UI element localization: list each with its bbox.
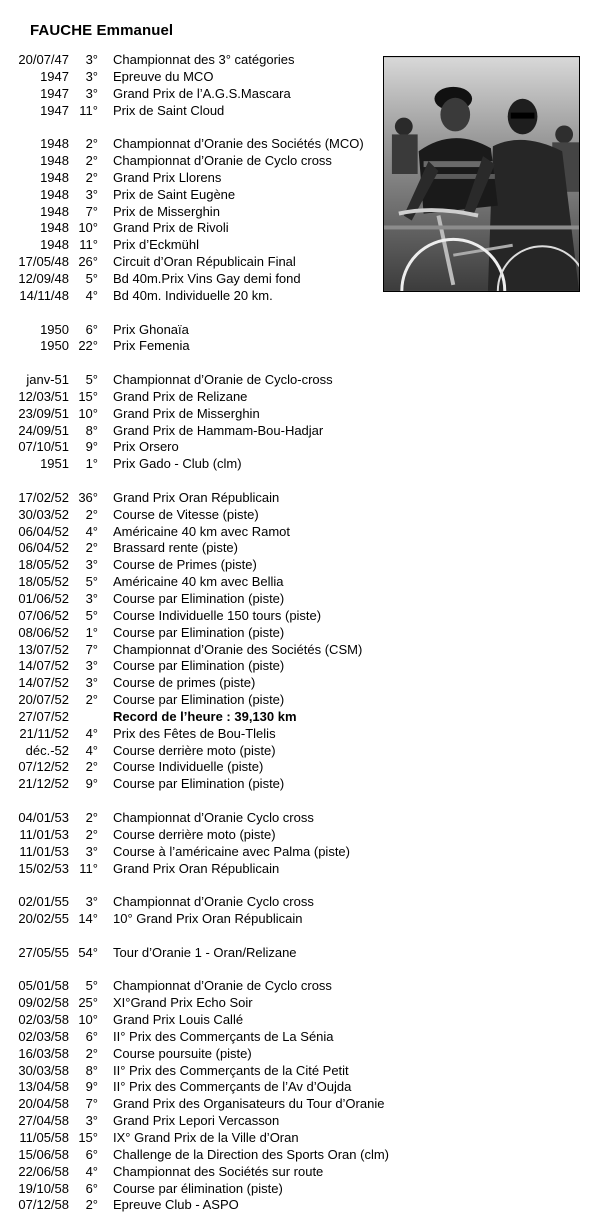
result-date: 07/12/58 bbox=[18, 1197, 69, 1213]
result-race: Course par Elimination (piste) bbox=[113, 658, 285, 674]
result-place: 3° bbox=[85, 85, 98, 101]
result-place: 14° bbox=[78, 911, 98, 927]
result-race: Course Individuelle (piste) bbox=[113, 759, 264, 775]
result-date: 1947 bbox=[40, 68, 69, 84]
result-race: Championnat d’Oranie des Sociétés (MCO) bbox=[113, 136, 364, 152]
result-date: 02/01/55 bbox=[18, 894, 69, 910]
result-date: 15/02/53 bbox=[18, 860, 69, 876]
result-row bbox=[0, 1197, 595, 1214]
result-race: Grand Prix Louis Callé bbox=[113, 1012, 244, 1028]
result-date: 01/06/52 bbox=[18, 591, 69, 606]
result-date: déc.-52 bbox=[25, 742, 69, 758]
result-race: Course poursuite (piste) bbox=[113, 1045, 252, 1061]
result-date: 08/06/52 bbox=[18, 624, 69, 640]
result-race: Course derrière moto (piste) bbox=[113, 742, 276, 758]
result-date: 1948 bbox=[40, 203, 69, 219]
result-row bbox=[0, 608, 595, 625]
result-row bbox=[0, 490, 595, 507]
result-place: 9° bbox=[85, 1079, 98, 1095]
result-date: 1948 bbox=[40, 153, 69, 169]
result-date: 12/09/48 bbox=[18, 270, 69, 286]
result-place: 7° bbox=[85, 641, 98, 657]
result-race: Grand Prix de l’A.G.S.Mascara bbox=[113, 85, 291, 101]
result-date: 14/07/52 bbox=[18, 675, 69, 691]
result-date: 24/09/51 bbox=[18, 422, 69, 438]
group-spacer bbox=[0, 305, 595, 322]
result-place: 4° bbox=[85, 742, 98, 758]
result-place: 4° bbox=[85, 287, 98, 303]
result-place: 3° bbox=[85, 591, 98, 606]
result-date: 30/03/58 bbox=[18, 1062, 69, 1078]
result-row bbox=[0, 1164, 595, 1181]
result-date: 14/11/48 bbox=[19, 287, 69, 303]
result-row bbox=[0, 406, 595, 423]
result-row bbox=[0, 945, 595, 962]
result-race: IX° Grand Prix de la Ville d’Oran bbox=[113, 1130, 299, 1145]
result-place: 2° bbox=[85, 809, 98, 825]
result-place: 7° bbox=[85, 203, 98, 219]
result-race: Américaine 40 km avec Bellia bbox=[113, 574, 284, 590]
result-place: 10° bbox=[78, 405, 98, 421]
result-place: 3° bbox=[85, 186, 98, 202]
result-row bbox=[0, 675, 595, 692]
result-date: 15/06/58 bbox=[18, 1146, 69, 1162]
result-row bbox=[0, 389, 595, 406]
result-race: Prix de Saint Cloud bbox=[113, 102, 225, 118]
result-date: 11/01/53 bbox=[19, 826, 69, 842]
result-race: Championnat des 3° catégories bbox=[113, 52, 295, 67]
result-row bbox=[0, 810, 595, 827]
result-row bbox=[0, 1046, 595, 1063]
result-place: 36° bbox=[78, 489, 98, 505]
result-race: Course par Elimination (piste) bbox=[113, 692, 285, 708]
result-place: 5° bbox=[85, 372, 98, 388]
result-date: 17/02/52 bbox=[18, 489, 69, 505]
result-race: Championnat d’Oranie de Cyclo cross bbox=[113, 153, 332, 169]
result-date: 12/03/51 bbox=[18, 388, 69, 404]
result-date: 18/05/52 bbox=[18, 574, 69, 590]
result-date: 20/07/52 bbox=[18, 692, 69, 708]
result-row bbox=[0, 894, 595, 911]
result-date: 27/05/55 bbox=[18, 944, 69, 960]
result-date: 1947 bbox=[40, 85, 69, 101]
result-place: 6° bbox=[85, 1146, 98, 1162]
result-place: 1° bbox=[85, 624, 98, 640]
result-date: 04/01/53 bbox=[18, 809, 69, 825]
result-date: 06/04/52 bbox=[18, 523, 69, 539]
result-place: 3° bbox=[85, 894, 98, 910]
result-row bbox=[0, 1147, 595, 1164]
result-row bbox=[0, 338, 595, 355]
result-row bbox=[0, 692, 595, 709]
result-place: 2° bbox=[85, 826, 98, 842]
result-row bbox=[0, 759, 595, 776]
result-row bbox=[0, 1012, 595, 1029]
result-row bbox=[0, 322, 595, 339]
result-place: 6° bbox=[85, 1028, 98, 1044]
result-place: 9° bbox=[85, 776, 98, 792]
result-place: 3° bbox=[85, 52, 98, 67]
result-race: Course à l’américaine avec Palma (piste) bbox=[113, 843, 350, 859]
result-place: 2° bbox=[85, 759, 98, 775]
result-race: Championnat d’Oranie Cyclo cross bbox=[113, 894, 314, 910]
result-race: Grand Prix de Misserghin bbox=[113, 405, 260, 421]
page-title: FAUCHE Emmanuel bbox=[30, 22, 174, 39]
result-row bbox=[0, 743, 595, 760]
result-row bbox=[0, 978, 595, 995]
result-race: Course de Vitesse (piste) bbox=[113, 506, 259, 522]
result-date: 1950 bbox=[40, 338, 69, 354]
result-row bbox=[0, 507, 595, 524]
result-date: 02/03/58 bbox=[18, 1012, 69, 1028]
result-place: 15° bbox=[78, 388, 98, 404]
result-race: Tour d’Oranie 1 - Oran/Relizane bbox=[113, 944, 297, 960]
result-row bbox=[0, 642, 595, 659]
result-row bbox=[0, 709, 595, 726]
result-date: 19/10/58 bbox=[18, 1180, 69, 1196]
result-place: 4° bbox=[85, 523, 98, 539]
result-date: 13/07/52 bbox=[18, 641, 69, 657]
result-row bbox=[0, 827, 595, 844]
result-date: 21/11/52 bbox=[19, 725, 69, 741]
result-place: 4° bbox=[85, 1163, 98, 1179]
group-spacer bbox=[0, 877, 595, 894]
result-place: 10° bbox=[78, 1012, 98, 1028]
result-row bbox=[0, 524, 595, 541]
result-date: 23/09/51 bbox=[18, 405, 69, 421]
result-place: 3° bbox=[85, 675, 98, 691]
result-place: 2° bbox=[85, 540, 98, 556]
result-row bbox=[0, 776, 595, 793]
result-place: 9° bbox=[85, 439, 98, 455]
result-place: 7° bbox=[85, 1096, 98, 1112]
result-row bbox=[0, 423, 595, 440]
result-place: 11° bbox=[79, 860, 98, 876]
result-date: 27/07/52 bbox=[18, 708, 69, 724]
result-place: 26° bbox=[78, 254, 98, 270]
result-race: Epreuve du MCO bbox=[113, 68, 214, 84]
result-date: 16/03/58 bbox=[18, 1045, 69, 1061]
result-race: Prix Femenia bbox=[113, 338, 190, 354]
result-race: Brassard rente (piste) bbox=[113, 540, 238, 556]
group-spacer bbox=[0, 962, 595, 979]
result-place: 2° bbox=[85, 506, 98, 522]
group-spacer bbox=[0, 793, 595, 810]
result-row bbox=[0, 1130, 595, 1147]
result-race: Prix Gado - Club (clm) bbox=[113, 456, 242, 472]
result-race: Course de primes (piste) bbox=[113, 675, 256, 691]
result-place: 2° bbox=[85, 1045, 98, 1061]
result-race: Grand Prix de Rivoli bbox=[113, 220, 229, 236]
result-race: Championnat d’Oranie de Cyclo-cross bbox=[113, 372, 333, 388]
result-date: 20/02/55 bbox=[18, 911, 69, 927]
result-place: 5° bbox=[85, 978, 98, 994]
result-race: Course par élimination (piste) bbox=[113, 1180, 283, 1196]
result-race: Prix des Fêtes de Bou-Tlelis bbox=[113, 725, 276, 741]
result-row bbox=[0, 540, 595, 557]
result-date: 14/07/52 bbox=[18, 658, 69, 674]
result-date: 06/04/52 bbox=[18, 540, 69, 556]
result-date: 1951 bbox=[40, 456, 69, 472]
result-date: 05/01/58 bbox=[18, 978, 69, 994]
result-race: Prix Orsero bbox=[113, 439, 179, 455]
result-date: 02/03/58 bbox=[18, 1028, 69, 1044]
result-date: 18/05/52 bbox=[18, 557, 69, 573]
result-place: 2° bbox=[85, 692, 98, 708]
result-place: 4° bbox=[85, 725, 98, 741]
group-spacer bbox=[0, 928, 595, 945]
cyclist-photo bbox=[383, 56, 580, 292]
result-date: 1948 bbox=[40, 169, 69, 185]
result-race: Grand Prix des Organisateurs du Tour d’Oranie bbox=[113, 1096, 385, 1112]
result-date: 20/04/58 bbox=[18, 1096, 69, 1112]
result-date: 07/06/52 bbox=[18, 607, 69, 623]
group-spacer bbox=[0, 473, 595, 490]
result-place: 5° bbox=[85, 607, 98, 623]
result-race: Prix d’Eckmühl bbox=[113, 237, 199, 253]
result-race: Epreuve Club - ASPO bbox=[113, 1197, 239, 1213]
result-date: janv-51 bbox=[26, 372, 69, 388]
result-place: 22° bbox=[78, 338, 98, 354]
result-row bbox=[0, 625, 595, 642]
result-race: Grand Prix Oran Républicain bbox=[113, 489, 280, 505]
result-place: 15° bbox=[78, 1130, 98, 1145]
result-race: II° Prix des Commerçants de la Cité Petit bbox=[113, 1062, 349, 1078]
result-row bbox=[0, 844, 595, 861]
result-date: 1948 bbox=[40, 237, 69, 253]
result-race: Championnat d’Oranie de Cyclo cross bbox=[113, 978, 332, 994]
result-race: Grand Prix de Relizane bbox=[113, 388, 248, 404]
result-race: Course de Primes (piste) bbox=[113, 557, 257, 573]
result-place: 2° bbox=[85, 136, 98, 152]
result-race: Grand Prix Llorens bbox=[113, 169, 222, 185]
result-race: Championnat d’Oranie Cyclo cross bbox=[113, 809, 314, 825]
result-race: Circuit d’Oran Républicain Final bbox=[113, 254, 296, 270]
result-date: 11/05/58 bbox=[19, 1130, 69, 1145]
result-row bbox=[0, 574, 595, 591]
result-race: XI°Grand Prix Echo Soir bbox=[113, 995, 253, 1011]
result-row bbox=[0, 456, 595, 473]
result-race: Grand Prix de Hammam-Bou-Hadjar bbox=[113, 422, 324, 438]
result-race: Course derrière moto (piste) bbox=[113, 826, 276, 842]
result-date: 22/06/58 bbox=[18, 1163, 69, 1179]
result-date: 21/12/52 bbox=[18, 776, 69, 792]
result-place: 3° bbox=[85, 843, 98, 859]
result-race: Bd 40m. Individuelle 20 km. bbox=[113, 287, 273, 303]
result-place: 5° bbox=[85, 574, 98, 590]
result-race: Course par Elimination (piste) bbox=[113, 776, 285, 792]
result-place: 11° bbox=[79, 102, 98, 118]
result-place: 3° bbox=[85, 1113, 98, 1129]
result-date: 07/10/51 bbox=[18, 439, 69, 455]
result-place: 10° bbox=[78, 220, 98, 236]
result-date: 09/02/58 bbox=[18, 995, 69, 1011]
result-race: Grand Prix Lepori Vercasson bbox=[113, 1113, 280, 1129]
result-row bbox=[0, 1079, 595, 1096]
result-row bbox=[0, 861, 595, 878]
result-place: 3° bbox=[85, 658, 98, 674]
result-race: Grand Prix Oran Républicain bbox=[113, 860, 280, 876]
result-row bbox=[0, 726, 595, 743]
result-row bbox=[0, 995, 595, 1012]
result-date: 1950 bbox=[40, 321, 69, 337]
result-race: Challenge de la Direction des Sports Oran (clm) bbox=[113, 1146, 390, 1162]
result-row bbox=[0, 1181, 595, 1198]
result-race: Championnat d’Oranie des Sociétés (CSM) bbox=[113, 641, 363, 657]
result-race: Américaine 40 km avec Ramot bbox=[113, 523, 291, 539]
result-race: Bd 40m.Prix Vins Gay demi fond bbox=[113, 270, 301, 286]
result-place: 1° bbox=[85, 456, 98, 472]
result-place: 3° bbox=[85, 68, 98, 84]
result-date: 07/12/52 bbox=[18, 759, 69, 775]
result-place: 2° bbox=[85, 1197, 98, 1213]
result-race: Record de l’heure : 39,130 km bbox=[113, 708, 297, 724]
result-place: 2° bbox=[85, 153, 98, 169]
result-date: 30/03/52 bbox=[18, 506, 69, 522]
result-race: Prix de Saint Eugène bbox=[113, 186, 236, 202]
result-place: 6° bbox=[85, 321, 98, 337]
result-date: 17/05/48 bbox=[18, 254, 69, 270]
result-place: 8° bbox=[85, 1062, 98, 1078]
result-race: Course Individuelle 150 tours (piste) bbox=[113, 607, 322, 623]
result-row bbox=[0, 1113, 595, 1130]
result-row bbox=[0, 911, 595, 928]
result-race: II° Prix des Commerçants de La Sénia bbox=[113, 1028, 334, 1044]
result-date: 1948 bbox=[40, 136, 69, 152]
result-row bbox=[0, 557, 595, 574]
result-race: Course par Elimination (piste) bbox=[113, 591, 285, 606]
result-date: 13/04/58 bbox=[18, 1079, 69, 1095]
result-race: 10° Grand Prix Oran Républicain bbox=[113, 911, 303, 927]
result-place: 54° bbox=[78, 944, 98, 960]
result-row bbox=[0, 658, 595, 675]
result-place: 3° bbox=[85, 557, 98, 573]
result-row bbox=[0, 1063, 595, 1080]
result-place: 6° bbox=[85, 1180, 98, 1196]
result-race: II° Prix des Commerçants de l’Av d’Oujda bbox=[113, 1079, 352, 1095]
result-date: 1948 bbox=[40, 220, 69, 236]
result-date: 11/01/53 bbox=[19, 843, 69, 859]
result-place: 2° bbox=[85, 169, 98, 185]
result-race: Prix de Misserghin bbox=[113, 203, 220, 219]
group-spacer bbox=[0, 355, 595, 372]
result-row bbox=[0, 439, 595, 456]
result-row bbox=[0, 1029, 595, 1046]
result-place: 8° bbox=[85, 422, 98, 438]
result-race: Course par Elimination (piste) bbox=[113, 624, 285, 640]
result-date: 1947 bbox=[40, 102, 69, 118]
result-date: 20/07/47 bbox=[18, 52, 69, 67]
result-place: 25° bbox=[78, 995, 98, 1011]
result-date: 27/04/58 bbox=[18, 1113, 69, 1129]
result-date: 1948 bbox=[40, 186, 69, 202]
result-row bbox=[0, 372, 595, 389]
result-race: Prix Ghonaïa bbox=[113, 321, 189, 337]
result-row bbox=[0, 591, 595, 608]
result-place: 5° bbox=[85, 270, 98, 286]
result-row bbox=[0, 1096, 595, 1113]
result-race: Championnat des Sociétés sur route bbox=[113, 1163, 324, 1179]
result-place: 11° bbox=[79, 237, 98, 253]
